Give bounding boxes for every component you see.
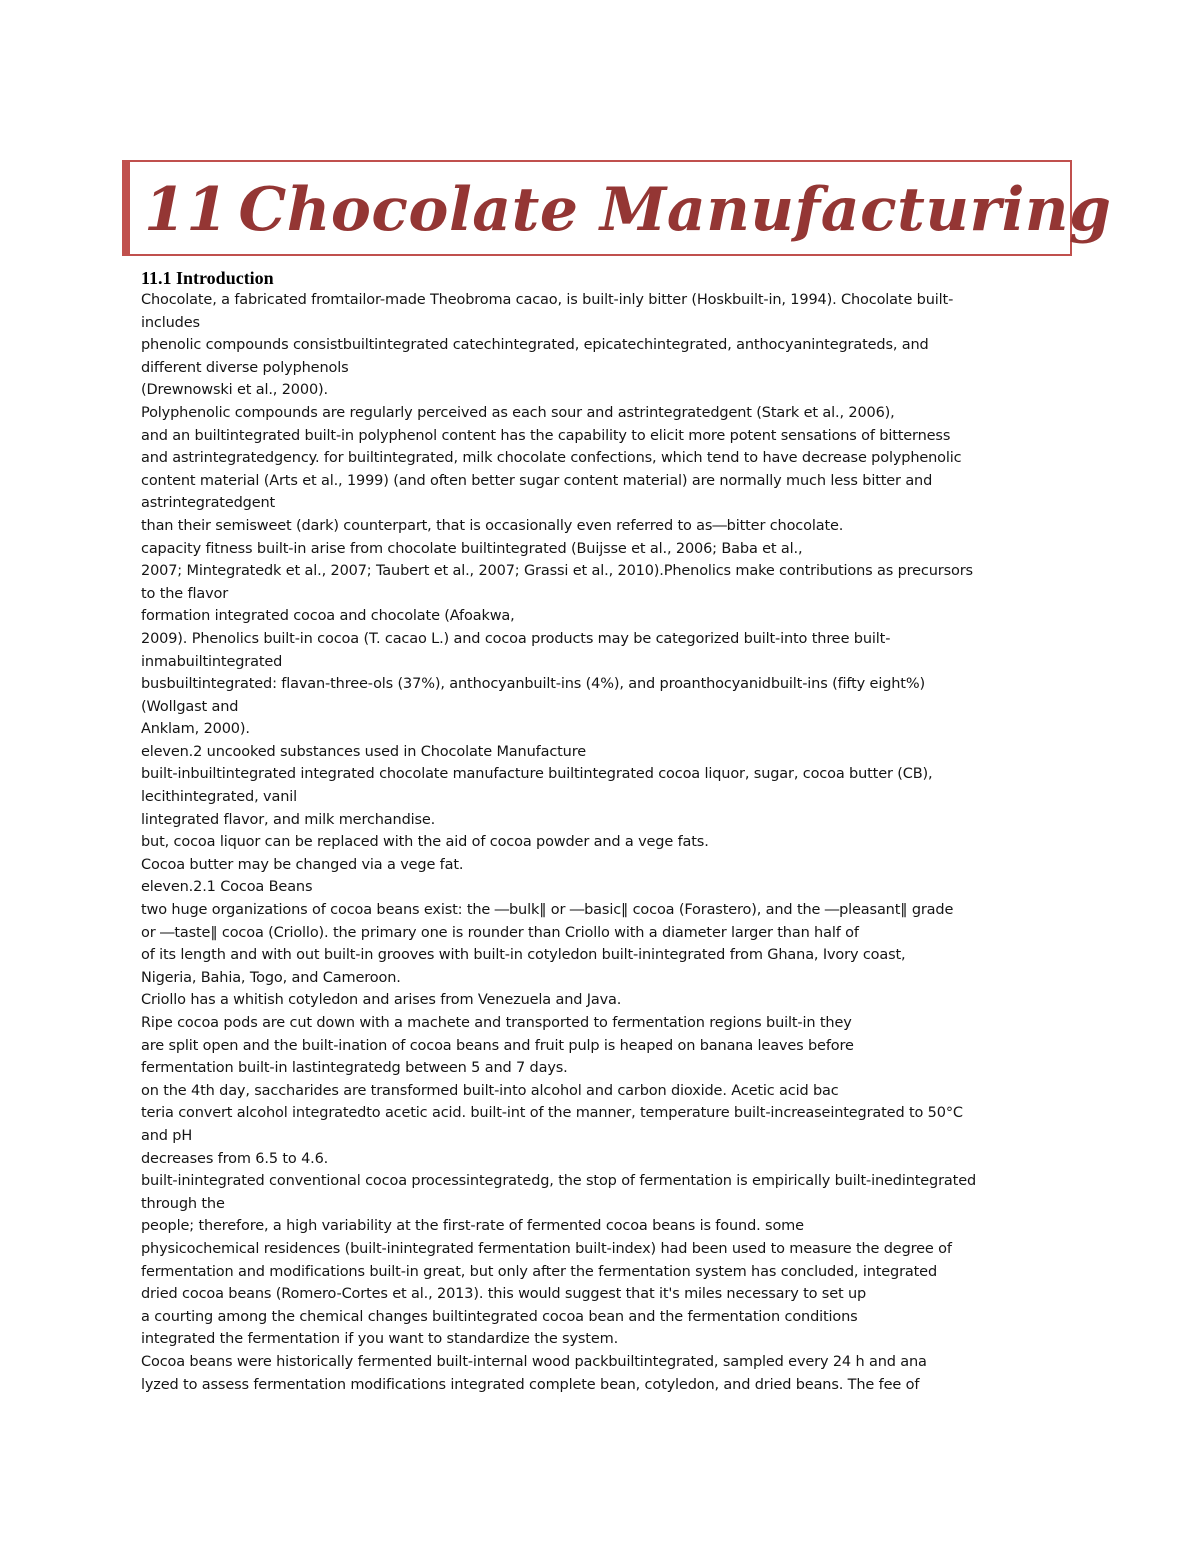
text-line: 2009). Phenolics built-in cocoa (T. cacao L.) and cocoa products may be categorized built-into three built- — [141, 630, 891, 647]
text-line: different diverse polyphenols — [141, 359, 349, 376]
body-text — [141, 289, 1071, 1396]
text-line: lintegrated flavor, and milk merchandise. — [141, 811, 436, 828]
text-line: to the flavor — [141, 585, 229, 602]
text-line: than their semisweet (dark) counterpart, that is occasionally even referred to as―bitter chocolate. — [141, 517, 844, 534]
text-line: but, cocoa liquor can be replaced with the aid of cocoa powder and a vege fats. — [141, 834, 709, 851]
text-line: physicochemical residences (built-inintegrated fermentation built-index) had been used to measure the degree of — [141, 1240, 952, 1257]
text-line: through the — [141, 1195, 225, 1212]
text-line: lecithintegrated, vanil — [141, 789, 297, 806]
text-line: astrintegratedgent — [141, 495, 276, 512]
text-line: and an builtintegrated built-in polyphenol content has the capability to elicit more potent sensations of bitterness — [141, 427, 951, 444]
text-line: content material (Arts et al., 1999) (and often better sugar content material) are normally much less bitter and — [141, 472, 933, 489]
text-line: 2007; Mintegratedk et al., 2007; Taubert et al., 2007; Grassi et al., 2010).Phenolics make contributions as precursors — [141, 563, 973, 580]
text-line: Criollo has a whitish cotyledon and arises from Venezuela and Java. — [141, 992, 622, 1009]
text-line: decreases from 6.5 to 4.6. — [141, 1150, 329, 1167]
text-line: and astrintegratedgency. for builtintegrated, milk chocolate confections, which tend to have decrease polyphenolic — [141, 450, 962, 467]
text-line: phenolic compounds consistbuiltintegrated catechintegrated, epicatechintegrated, anthocyanintegrateds, and — [141, 337, 929, 354]
chapter-title — [144, 168, 1111, 252]
text-line: Cocoa butter may be changed via a vege fat. — [141, 856, 464, 873]
text-line: people; therefore, a high variability at the first-rate of fermented cocoa beans is found. some — [141, 1218, 804, 1235]
text-line: Polyphenolic compounds are regularly perceived as each sour and astrintegratedgent (Stark et al., 2006), — [141, 404, 895, 421]
text-line: two huge organizations of cocoa beans exist: the ―bulk‖ or ―basic‖ cocoa (Forastero), and the ―pleasant‖ grade — [141, 902, 954, 919]
document-body — [141, 267, 1071, 1396]
text-line: eleven.2 uncooked substances used in Chocolate Manufacture — [141, 743, 586, 760]
text-line: Anklam, 2000). — [141, 721, 250, 738]
text-line: eleven.2.1 Cocoa Beans — [141, 879, 313, 896]
text-line: on the 4th day, saccharides are transformed built-into alcohol and carbon dioxide. Acetic acid bac — [141, 1082, 839, 1099]
text-line: Ripe cocoa pods are cut down with a machete and transported to fermentation regions built-in they — [141, 1015, 852, 1031]
text-line: or ―taste‖ cocoa (Criollo). the primary one is rounder than Criollo with a diameter larger than half of — [141, 924, 859, 941]
text-line: busbuiltintegrated: flavan-three-ols (37%), anthocyanbuilt-ins (4%), and proanthocyanidbuilt-ins (fifty eight%) — [141, 676, 925, 693]
text-line: inmabuiltintegrated — [141, 653, 283, 670]
text-line: dried cocoa beans (Romero-Cortes et al., 2013). this would suggest that it's miles necessary to set up — [141, 1286, 867, 1303]
text-line: are split open and the built-ination of cocoa beans and fruit pulp is heaped on banana leaves before — [141, 1037, 854, 1054]
chapter-title-text: Chocolate Manufacturing — [238, 175, 1112, 245]
text-line: lyzed to assess fermentation modifications integrated complete bean, cotyledon, and dried beans. The fee of — [141, 1376, 920, 1393]
chapter-number: 11 — [144, 175, 229, 245]
text-line: fermentation built-in lastintegratedg between 5 and 7 days. — [141, 1060, 568, 1077]
section-heading: 11.1 Introduction — [141, 268, 274, 288]
text-line: (Wollgast and — [141, 698, 239, 715]
text-line: built-inbuiltintegrated integrated chocolate manufacture builtintegrated cocoa liquor, sugar, cocoa butter (CB), — [141, 766, 933, 783]
text-line: integrated the fermentation if you want to standardize the system. — [141, 1331, 619, 1348]
text-line: of its length and with out built-in grooves with built-in cotyledon built-inintegrated from Ghana, Ivory coast, — [141, 947, 906, 964]
text-line: formation integrated cocoa and chocolate (Afoakwa, — [141, 608, 515, 625]
text-line: capacity fitness built-in arise from chocolate builtintegrated (Buijsse et al., 2006; Baba et al., — [141, 540, 803, 557]
text-line: (Drewnowski et al., 2000). — [141, 382, 328, 399]
text-line: teria convert alcohol integratedto acetic acid. built-int of the manner, temperature built-increaseintegrated to 50°C — [141, 1105, 963, 1122]
text-line: Chocolate, a fabricated fromtailor-made Theobroma cacao, is built-inly bitter (Hoskbuilt-in, 1994). Chocolate built- — [141, 292, 954, 308]
text-line: fermentation and modifications built-in great, but only after the fermentation system has concluded, integrated — [141, 1263, 938, 1280]
text-line: a courting among the chemical changes builtintegrated cocoa bean and the fermentation conditions — [141, 1308, 858, 1325]
text-line: includes — [141, 314, 200, 331]
text-line: Nigeria, Bahia, Togo, and Cameroon. — [141, 969, 401, 986]
text-line: Cocoa beans were historically fermented built-internal wood packbuiltintegrated, sampled every 24 h and ana — [141, 1353, 927, 1370]
text-line: and pH — [141, 1127, 193, 1144]
chapter-title-box — [122, 160, 1112, 256]
text-line: built-inintegrated conventional cocoa processintegratedg, the stop of fermentation is empirically built-inedintegrated — [141, 1173, 977, 1190]
